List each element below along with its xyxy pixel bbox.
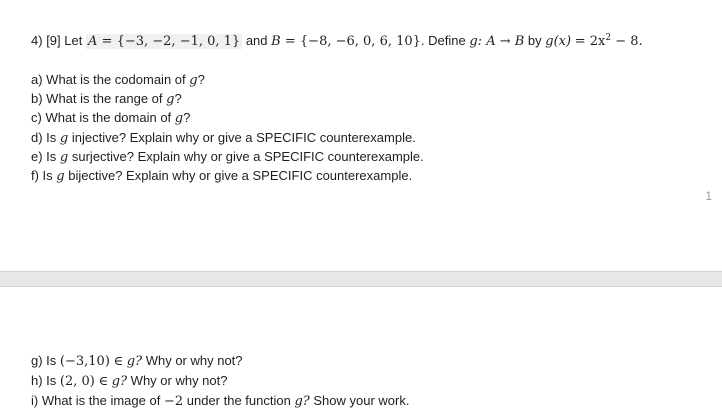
part-h: h) Is (2, 0) ∈ g? Why or why not? [31,373,228,389]
part-e: e) Is g surjective? Explain why or give a SPECIFIC counterexample. [31,149,424,165]
equals-sign: = [101,34,113,49]
question-4-heading [31,31,643,51]
set-b-elements: {−8, −6, 0, 6, 10} [299,34,421,49]
part-d: d) Is g injective? Explain why or give a SPECIFIC counterexample. [31,130,416,146]
set-a-elements: {−3, −2, −1, 0, 1} [116,34,241,49]
function-application: g(x) [545,34,572,49]
part-a: a) What is the codomain of g? [31,72,205,88]
part-c: c) What is the domain of g? [31,110,191,126]
document-page-2 [0,287,722,417]
function-signature: g: A → B [469,34,525,49]
question-points: [9] [46,33,61,48]
and-word: and [245,33,268,48]
let-word: Let [64,33,83,48]
set-a-name: A [87,34,98,49]
function-rule: = $2x^2 - 8$. [574,33,643,49]
set-b-name: B [271,34,281,49]
page-number: 1 [705,189,712,203]
question-number: 4) [31,33,43,48]
part-g: g) Is (−3,10) ∈ g? Why or why not? [31,353,243,369]
by-word: by [527,33,542,48]
page-break [0,271,722,287]
define-word: . Define [420,33,466,48]
equals-sign: = [284,34,296,49]
set-b-definition [271,34,421,49]
set-a-definition [86,34,242,49]
part-f: f) Is g bijective? Explain why or give a SPECIFIC counterexample. [31,168,413,184]
part-i: i) What is the image of −2 under the function g? Show your work. [31,393,410,409]
part-b: b) What is the range of g? [31,91,182,107]
